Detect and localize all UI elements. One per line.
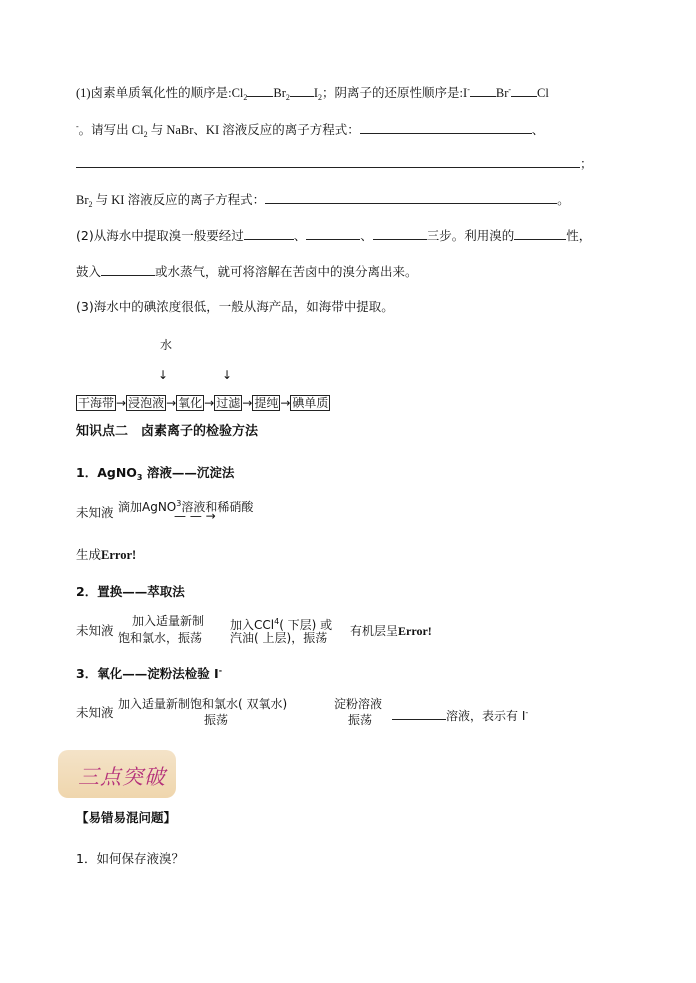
answer-blank[interactable]: [265, 191, 557, 204]
method3-title: 3．氧化——淀粉法检验 I-: [76, 666, 223, 681]
method3-result: 溶液，表示有 I-: [392, 705, 528, 724]
p1-line1: (1)卤素单质氧化性的顺序是$:Cl_2$ $Br_2$ $I_2$；阴离子的还原性顺序是:I- Br- Cl: [76, 85, 549, 102]
answer-blank[interactable]: [360, 121, 532, 134]
errors-title: 【易错易混问题】: [76, 810, 177, 825]
p1-line3: ；: [76, 155, 593, 172]
answer-blank[interactable]: [373, 227, 427, 240]
method2-title: 2．置换——萃取法: [76, 584, 185, 599]
flow-step: 氧化: [178, 396, 203, 410]
p2-line2: 鼓入 或水蒸气，就可将溶解在苦卤中的溴分离出来。: [76, 264, 418, 279]
answer-blank[interactable]: [392, 707, 446, 720]
answer-blank[interactable]: [244, 227, 294, 240]
answer-blank[interactable]: [514, 227, 566, 240]
down-arrow: ↓: [222, 368, 233, 382]
method3-step2-top: 淀粉溶液: [334, 697, 383, 711]
p3-text: (3)海水中的碘浓度很低，一般从海产品，如海带中提取。: [76, 299, 394, 314]
answer-blank[interactable]: [76, 155, 580, 168]
down-arrow: ↓: [158, 368, 169, 382]
banner-title: 三点突破: [78, 765, 166, 789]
p1-line4: $Br_2$ 与 KI 溶液反应的离子方程式： 。: [76, 193, 570, 209]
method2-step1-top: 加入适量新制: [132, 614, 205, 628]
section-title: 知识点二 卤素离子的检验方法: [76, 424, 259, 439]
question-1: 1．如何保存液溴？: [76, 851, 184, 866]
answer-blank[interactable]: [306, 227, 360, 240]
flow-step: 过滤: [216, 396, 241, 410]
method3-step2-bottom: 振荡: [348, 713, 373, 727]
p1-line2: -。请写出 $Cl_2$ 与 NaBr、KI 溶液反应的离子方程式： 、: [76, 122, 545, 139]
method1-result: 生成Error!: [76, 547, 137, 562]
method3-step1-bottom: 振荡: [204, 713, 229, 727]
water-label: 水: [160, 338, 173, 352]
flow-step: 提纯: [254, 396, 279, 410]
method1-condition: 滴加AgNO$^3$溶液和稀硝酸: [118, 499, 254, 514]
flow-step: 干海带: [78, 396, 115, 410]
flow-step: 碘单质: [292, 396, 329, 410]
flow-step: 浸泡液: [128, 396, 165, 410]
method1-arrow: — — →: [174, 509, 216, 523]
method1-unknown: 未知液: [76, 505, 114, 520]
method3-unknown: 未知液: [76, 705, 114, 720]
method2-unknown: 未知液: [76, 623, 114, 638]
answer-blank[interactable]: [101, 263, 155, 276]
process-flow: 干海带 → 浸泡液 → 氧化 → 过滤 → 提纯 → 碘单质: [78, 396, 329, 410]
section-banner: [58, 750, 176, 798]
method2-step1-bottom: 饱和氯水，振荡: [118, 631, 203, 645]
method2-step2-top: 加入CCl$^4$( 下层) 或: [230, 617, 333, 632]
method1-title: 1．AgNO$_3$ 溶液——沉淀法: [76, 465, 235, 482]
p2-line1: (2)从海水中提取溴一般要经过 、 、 三步。利用溴的 性，: [76, 228, 592, 243]
method3-step1-top: 加入适量新制饱和氯水( 双氧水): [118, 697, 288, 711]
method2-result: 有机层呈Error!: [350, 624, 432, 638]
method2-step2-bottom: 汽油( 上层)，振荡: [230, 631, 328, 645]
